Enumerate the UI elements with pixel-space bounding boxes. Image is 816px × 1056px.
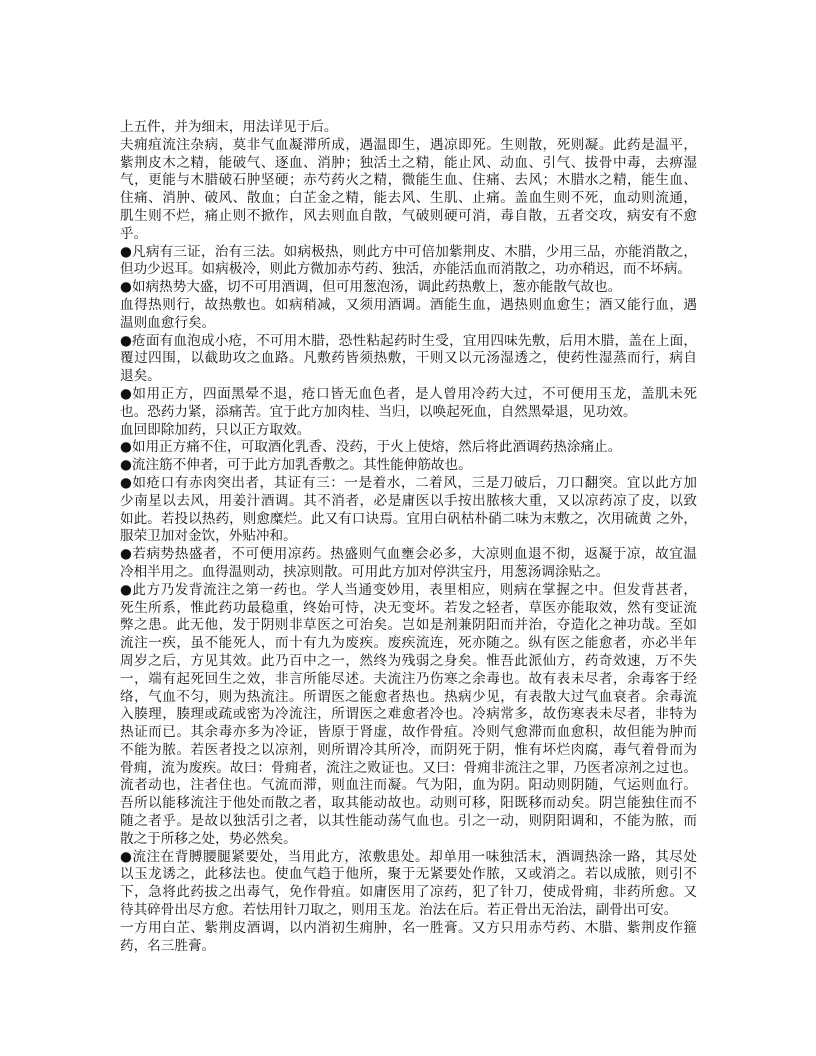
text-line: ●如用正方，四面黑晕不退，疮口皆无血色者，是人曾用冷药大过，不可便用玉龙，盖肌未死 xyxy=(120,385,697,402)
paragraph xyxy=(120,457,697,475)
text-line: 死生所系，惟此药功最稳重，终始可恃，决无变坏。若发之轻者，草医亦能取效，然有变证流 xyxy=(120,599,697,616)
document-body xyxy=(120,119,697,955)
paragraph xyxy=(120,475,697,546)
text-line: 吾所以能移流注于他处而散之者，取其能动故也。动则可移，阳既移而动矣。阴岂能独住而不 xyxy=(120,795,697,812)
text-line: 弊之患。此无他，发于阴则非草医之可治矣。岂如是剂兼阴阳而并治，夺造化之神功哉。至如 xyxy=(120,617,697,634)
text-line: ●如用正方痛不住，可取酒化乳香、没药，于火上使熔，然后将此酒调药热涂痛止。 xyxy=(120,439,622,456)
text-line: 流者动也，注者住也。气流而滞，则血注而凝。气为阳，血为阴。阳动则阴随，气运则血行。 xyxy=(120,777,697,794)
text-line: 一，端有起死回生之效，非言所能尽述。夫流注乃伤寒之余毒也。故有表未尽者，余毒客于经 xyxy=(120,670,697,687)
text-line: 温则血愈行矣。 xyxy=(120,314,216,331)
text-line: 冷相半用之。血得温则动，挟凉则散。可用此方加对停洪宝丹，用葱汤调涂贴之。 xyxy=(120,563,610,580)
text-line: 住痛、消肿、破风、散血；白芷金之精，能去风、生肌、止痛。盖血生则不死，血动则流通， xyxy=(120,190,697,207)
text-line: 血得热则行，故热敷也。如病稍减，又须用酒调。酒能生血，遇热则血愈生；酒又能行血，遇 xyxy=(120,296,697,313)
paragraph xyxy=(120,439,697,457)
text-line: 肌生则不烂，痛止则不掀作，风去则血自散，气破则硬可消，毒自散，五者交攻，病安有不愈 xyxy=(120,207,697,224)
text-line: 如此。若投以热药，则愈糜烂。此又有口诀焉。宜用白矾枯朴硝二味为末敷之，次用硫黄 之外， xyxy=(120,510,697,527)
text-line: 入腠理，腠理或疏或密为冷流注，所谓医之难愈者冷也。冷病常多，故伤寒表未尽者，非特为 xyxy=(120,706,697,723)
text-line: 乎。 xyxy=(120,225,148,242)
text-line: 下，急将此药拔之出毒气，免作骨疽。如庸医用了凉药，犯了针刀，使成骨痈，非药所愈。又 xyxy=(120,884,697,901)
paragraph xyxy=(120,333,697,386)
text-line: ●疮面有血泡成小疮，不可用木腊，恐性粘起药时生受，宜用四味先敷，后用木腊，盖在上面， xyxy=(120,332,697,349)
text-line: 以玉龙诱之，此移法也。使血气趋于他所，聚于无紧要处作脓，又或消之。若以成脓，则引不 xyxy=(120,866,697,883)
text-line: 气，更能与木腊破石肿坚硬；赤芍药火之精，微能生血、住痛、去风；木腊水之精，能生血、 xyxy=(120,172,697,189)
text-line: 随之者乎。是故以独活引之者，以其性能动荡气血也。引之一动，则阴阳调和，不能为脓，而 xyxy=(120,813,697,830)
text-line: 覆过四围，以截助攻之血路。凡敷药皆须热敷，干则又以元汤湿透之，使药性湿蒸而行，病自 xyxy=(120,350,697,367)
text-line: 骨痈，流为废疾。故曰：骨痈者，流注之败证也。又曰：骨痈非流注之罪，乃医者凉剂之过也。 xyxy=(120,759,697,776)
text-line: 散之于所移之处，势必然矣。 xyxy=(120,830,297,847)
text-line: ●如疮口有赤肉突出者，其证有三：一是着水，二着风，三是刀破后，刀口翻突。宜以此方加 xyxy=(120,474,697,491)
text-line: ●此方乃发背流注之第一药也。学人当通变妙用，表里相应，则病在掌握之中。但发背甚者， xyxy=(120,581,697,598)
text-line: 但功少迟耳。如病极冷，则此方微加赤芍药、独活，亦能活血而消散之，功亦稍迟，而不坏病。 xyxy=(120,261,691,278)
paragraph xyxy=(120,119,697,137)
paragraph xyxy=(120,297,697,333)
text-line: 流注一疾，虽不能死人，而十有九为废疾。废疾流连，死亦随之。纵有医之能愈者，亦必半年 xyxy=(120,635,697,652)
paragraph xyxy=(120,582,697,849)
text-line: 服荣卫加对金饮，外贴冲和。 xyxy=(120,528,297,545)
text-line: ●流注在背膊腰腿紧要处，当用此方，浓敷患处。却单用一味独活末，酒调热涂一路，其尽处 xyxy=(120,848,697,865)
text-line: 上五件，并为细末，用法详见于后。 xyxy=(120,119,338,135)
paragraph xyxy=(120,849,697,920)
text-line: 也。恐药力紧，添痛苦。宜于此方加肉桂、当归，以唤起死血，自然黑晕退，见功效。 xyxy=(120,403,637,420)
text-line: ●流注筋不伸者，可于此方加乳香敷之。其性能伸筋故也。 xyxy=(120,457,472,474)
text-line: 少南星以去风，用姜汁酒调。其不消者，必是庸医以手按出脓核大重，又以凉药凉了皮，以致 xyxy=(120,492,697,509)
paragraph xyxy=(120,244,697,280)
text-line: 退矣。 xyxy=(120,368,161,385)
paragraph xyxy=(120,279,697,297)
paragraph xyxy=(120,546,697,582)
text-line: 夫痈疽流注杂病，莫非气血凝滞所成，遇温即生，遇凉即死。生则散，死则凝。此药是温平， xyxy=(120,136,697,153)
text-line: ●如病热势大盛，切不可用酒调，但可用葱泡汤，调此药热敷上，葱亦能散气故也。 xyxy=(120,279,622,296)
paragraph xyxy=(120,137,697,244)
text-line: ●凡病有三证，治有三法。如病极热，则此方中可倍加紫荆皮、木腊，少用三品，亦能消散之， xyxy=(120,243,697,260)
text-line: 一方用白芷、紫荆皮酒调，以内消初生痈肿，名一胜膏。又方只用赤芍药、木腊、紫荆皮作箍 xyxy=(120,919,697,936)
paragraph xyxy=(120,422,697,440)
text-line: 紫荆皮木之精，能破气、逐血、消肿；独活土之精，能止风、动血、引气、拔骨中毒，去痹湿 xyxy=(120,154,697,171)
text-line: 待其碎骨出尽方愈。若怯用针刀取之，则用玉龙。治法在后。若正骨出无治法，副骨出可安。 xyxy=(120,902,678,919)
text-line: 热证而已。其余毒亦多为冷证，皆原于肾虚，故作骨疽。冷则气愈滞而血愈积，故但能为肿而 xyxy=(120,724,697,741)
text-line: 药，名三胜膏。 xyxy=(120,937,216,954)
text-line: 络，气血不匀，则为热流注。所谓医之能愈者热也。热病少见，有表散大过气血衰者。余毒流 xyxy=(120,688,697,705)
paragraph xyxy=(120,386,697,422)
text-line: 周岁之后，方见其效。此乃百中之一，然终为残弱之身矣。惟吾此派仙方，药奇效速，万不失 xyxy=(120,652,697,669)
text-line: ●若病势热盛者，不可便用凉药。热盛则气血壅会必多，大凉则血退不彻，返凝于凉，故宜温 xyxy=(120,546,697,563)
text-line: 不能为脓。若医者投之以凉剂，则所谓冷其所冷，而阴死于阴，惟有坏烂肉腐，毒气着骨而为 xyxy=(120,741,697,758)
paragraph xyxy=(120,920,697,956)
text-line: 血回即除加药，只以正方取效。 xyxy=(120,421,311,438)
